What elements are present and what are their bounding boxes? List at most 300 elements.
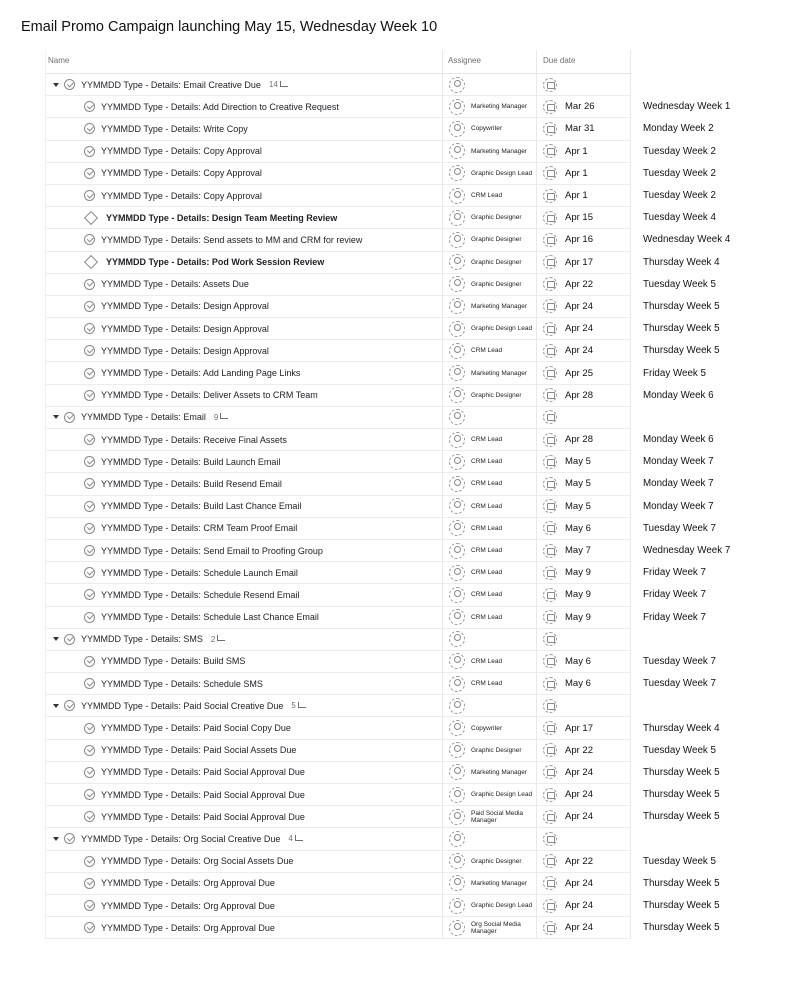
due-date-cell[interactable]	[538, 362, 631, 383]
task-name-cell[interactable]	[46, 806, 442, 827]
calendar-icon[interactable]	[543, 899, 557, 913]
task-row[interactable]	[46, 873, 720, 895]
avatar-placeholder-icon[interactable]	[449, 409, 465, 425]
task-name-cell[interactable]	[46, 451, 442, 472]
avatar-placeholder-icon[interactable]	[449, 454, 465, 470]
due-date-cell[interactable]	[538, 651, 631, 672]
calendar-icon[interactable]	[543, 743, 557, 757]
calendar-icon[interactable]	[543, 499, 557, 513]
task-name[interactable]: YYMMDD Type - Details: Build Resend Email	[101, 478, 282, 489]
avatar-placeholder-icon[interactable]	[449, 498, 465, 514]
complete-check-icon[interactable]	[84, 101, 95, 112]
calendar-icon[interactable]	[543, 78, 557, 92]
calendar-icon[interactable]	[543, 588, 557, 602]
avatar-placeholder-icon[interactable]	[449, 365, 465, 381]
calendar-icon[interactable]	[543, 410, 557, 424]
task-row[interactable]	[46, 673, 716, 695]
task-name[interactable]: YYMMDD Type - Details: Org Social Creative Due	[81, 833, 281, 844]
calendar-icon[interactable]	[543, 189, 557, 203]
assignee-cell[interactable]	[444, 784, 536, 805]
due-date-cell[interactable]	[538, 163, 631, 184]
avatar-placeholder-icon[interactable]	[449, 276, 465, 292]
task-name-cell[interactable]	[46, 695, 442, 716]
task-name[interactable]: YYMMDD Type - Details: Build Last Chance Email	[101, 501, 302, 512]
assignee-cell[interactable]	[444, 851, 536, 872]
task-row[interactable]	[46, 163, 716, 185]
calendar-icon[interactable]	[543, 521, 557, 535]
task-name[interactable]: YYMMDD Type - Details: Org Approval Due	[101, 922, 275, 933]
task-row[interactable]	[46, 318, 720, 340]
due-date-cell[interactable]	[538, 917, 631, 938]
assignee-cell[interactable]	[444, 806, 536, 827]
task-name[interactable]: YYMMDD Type - Details: Add Landing Page Links	[101, 368, 301, 379]
task-name-cell[interactable]	[46, 518, 442, 539]
task-name[interactable]: YYMMDD Type - Details: Org Social Assets Due	[101, 856, 294, 867]
calendar-icon[interactable]	[543, 677, 557, 691]
task-row[interactable]	[46, 252, 720, 274]
complete-check-icon[interactable]	[64, 700, 75, 711]
avatar-placeholder-icon[interactable]	[449, 298, 465, 314]
task-name[interactable]: YYMMDD Type - Details: Receive Final Assets	[101, 434, 287, 445]
complete-check-icon[interactable]	[84, 656, 95, 667]
task-row[interactable]	[46, 207, 716, 229]
avatar-placeholder-icon[interactable]	[449, 698, 465, 714]
assignee-cell[interactable]	[444, 607, 536, 628]
avatar-placeholder-icon[interactable]	[449, 853, 465, 869]
due-date-cell[interactable]	[538, 873, 631, 894]
complete-check-icon[interactable]	[84, 567, 95, 578]
task-name[interactable]: YYMMDD Type - Details: Paid Social Copy Due	[101, 723, 291, 734]
task-row[interactable]	[46, 584, 706, 606]
complete-check-icon[interactable]	[84, 523, 95, 534]
task-name-cell[interactable]	[46, 851, 442, 872]
avatar-placeholder-icon[interactable]	[449, 543, 465, 559]
assignee-cell[interactable]	[444, 717, 536, 738]
task-name[interactable]: YYMMDD Type - Details: Write Copy	[101, 123, 248, 134]
due-date-cell[interactable]	[538, 740, 631, 761]
calendar-icon[interactable]	[543, 832, 557, 846]
due-date-cell[interactable]	[538, 340, 631, 361]
calendar-icon[interactable]	[543, 544, 557, 558]
subtask-count[interactable]	[269, 80, 288, 89]
assignee-cell[interactable]	[444, 518, 536, 539]
assignee-cell[interactable]	[444, 584, 536, 605]
assignee-cell[interactable]	[444, 407, 536, 428]
task-name-cell[interactable]	[46, 740, 442, 761]
calendar-icon[interactable]	[543, 788, 557, 802]
complete-check-icon[interactable]	[64, 833, 75, 844]
complete-check-icon[interactable]	[84, 123, 95, 134]
due-date-cell[interactable]	[538, 607, 631, 628]
complete-check-icon[interactable]	[84, 478, 95, 489]
subtask-count[interactable]	[291, 701, 305, 710]
subtask-count[interactable]	[214, 413, 228, 422]
assignee-cell[interactable]	[444, 451, 536, 472]
milestone-diamond-icon[interactable]	[84, 211, 98, 225]
calendar-icon[interactable]	[543, 876, 557, 890]
calendar-icon[interactable]	[543, 255, 557, 269]
avatar-placeholder-icon[interactable]	[449, 653, 465, 669]
avatar-placeholder-icon[interactable]	[449, 631, 465, 647]
avatar-placeholder-icon[interactable]	[449, 609, 465, 625]
assignee-cell[interactable]	[444, 229, 536, 250]
section-row[interactable]	[46, 695, 631, 717]
task-name[interactable]: YYMMDD Type - Details: Email	[81, 412, 206, 423]
task-name[interactable]: YYMMDD Type - Details: Design Approval	[101, 301, 269, 312]
assignee-cell[interactable]	[444, 340, 536, 361]
task-row[interactable]	[46, 518, 716, 540]
task-row[interactable]	[46, 362, 706, 384]
task-name[interactable]: YYMMDD Type - Details: Paid Social Approval Due	[101, 789, 305, 800]
calendar-icon[interactable]	[543, 166, 557, 180]
task-name[interactable]: YYMMDD Type - Details: Send assets to MM and CRM for review	[101, 234, 363, 245]
task-row[interactable]	[46, 385, 714, 407]
task-name-cell[interactable]	[46, 274, 442, 295]
assignee-cell[interactable]	[444, 385, 536, 406]
task-name[interactable]: YYMMDD Type - Details: Schedule SMS	[101, 678, 263, 689]
task-row[interactable]	[46, 651, 716, 673]
task-name[interactable]: YYMMDD Type - Details: Schedule Launch Email	[101, 567, 298, 578]
due-date-cell[interactable]	[538, 207, 631, 228]
due-date-cell[interactable]	[538, 274, 631, 295]
task-name[interactable]: YYMMDD Type - Details: Copy Approval	[101, 168, 262, 179]
calendar-icon[interactable]	[543, 366, 557, 380]
task-row[interactable]	[46, 917, 720, 939]
avatar-placeholder-icon[interactable]	[449, 387, 465, 403]
task-row[interactable]	[46, 540, 731, 562]
calendar-icon[interactable]	[543, 632, 557, 646]
task-name-cell[interactable]	[46, 607, 442, 628]
assignee-cell[interactable]	[444, 695, 536, 716]
complete-check-icon[interactable]	[84, 279, 95, 290]
calendar-icon[interactable]	[543, 854, 557, 868]
task-name-cell[interactable]	[46, 540, 442, 561]
task-name-cell[interactable]	[46, 762, 442, 783]
complete-check-icon[interactable]	[84, 345, 95, 356]
caret-down-icon[interactable]	[53, 415, 59, 419]
calendar-icon[interactable]	[543, 122, 557, 136]
calendar-icon[interactable]	[543, 654, 557, 668]
task-row[interactable]	[46, 740, 716, 762]
task-row[interactable]	[46, 851, 716, 873]
task-name-cell[interactable]	[46, 562, 442, 583]
assignee-cell[interactable]	[444, 141, 536, 162]
due-date-cell[interactable]	[538, 629, 631, 650]
avatar-placeholder-icon[interactable]	[449, 898, 465, 914]
task-row[interactable]	[46, 274, 716, 296]
task-name[interactable]: YYMMDD Type - Details: Send Email to Proofing Group	[101, 545, 323, 556]
assignee-cell[interactable]	[444, 673, 536, 694]
complete-check-icon[interactable]	[84, 878, 95, 889]
task-row[interactable]	[46, 717, 720, 739]
task-name[interactable]: YYMMDD Type - Details: Copy Approval	[101, 190, 262, 201]
due-date-cell[interactable]	[538, 318, 631, 339]
task-row[interactable]	[46, 185, 716, 207]
task-name-cell[interactable]	[46, 74, 442, 95]
avatar-placeholder-icon[interactable]	[449, 254, 465, 270]
due-date-cell[interactable]	[538, 185, 631, 206]
complete-check-icon[interactable]	[84, 146, 95, 157]
task-name-cell[interactable]	[46, 385, 442, 406]
calendar-icon[interactable]	[543, 233, 557, 247]
assignee-cell[interactable]	[444, 651, 536, 672]
avatar-placeholder-icon[interactable]	[449, 676, 465, 692]
task-name[interactable]: YYMMDD Type - Details: Assets Due	[101, 279, 249, 290]
calendar-icon[interactable]	[543, 699, 557, 713]
assignee-cell[interactable]	[444, 496, 536, 517]
due-date-cell[interactable]	[538, 229, 631, 250]
task-row[interactable]	[46, 473, 714, 495]
task-name-cell[interactable]	[46, 895, 442, 916]
task-name-cell[interactable]	[46, 584, 442, 605]
avatar-placeholder-icon[interactable]	[449, 121, 465, 137]
task-name[interactable]: YYMMDD Type - Details: Org Approval Due	[101, 878, 275, 889]
calendar-icon[interactable]	[543, 433, 557, 447]
task-name-cell[interactable]	[46, 429, 442, 450]
task-row[interactable]	[46, 296, 720, 318]
task-name[interactable]: YYMMDD Type - Details: Paid Social Approval Due	[101, 811, 305, 822]
assignee-cell[interactable]	[444, 873, 536, 894]
task-row[interactable]	[46, 451, 714, 473]
task-name-cell[interactable]	[46, 828, 442, 849]
complete-check-icon[interactable]	[64, 79, 75, 90]
avatar-placeholder-icon[interactable]	[449, 520, 465, 536]
task-name-cell[interactable]	[46, 651, 442, 672]
task-name-cell[interactable]	[46, 784, 442, 805]
avatar-placeholder-icon[interactable]	[449, 787, 465, 803]
due-date-cell[interactable]	[538, 496, 631, 517]
task-name[interactable]: YYMMDD Type - Details: Pod Work Session Review	[106, 257, 325, 268]
avatar-placeholder-icon[interactable]	[449, 587, 465, 603]
assignee-cell[interactable]	[444, 296, 536, 317]
task-name[interactable]: YYMMDD Type - Details: Design Team Meeting Review	[106, 212, 338, 223]
calendar-icon[interactable]	[543, 610, 557, 624]
due-date-cell[interactable]	[538, 451, 631, 472]
due-date-cell[interactable]	[538, 584, 631, 605]
due-date-cell[interactable]	[538, 252, 631, 273]
avatar-placeholder-icon[interactable]	[449, 764, 465, 780]
due-date-cell[interactable]	[538, 407, 631, 428]
task-name[interactable]: YYMMDD Type - Details: Paid Social Approval Due	[101, 767, 305, 778]
task-name[interactable]: YYMMDD Type - Details: SMS	[81, 634, 203, 645]
assignee-cell[interactable]	[444, 473, 536, 494]
calendar-icon[interactable]	[543, 144, 557, 158]
task-name[interactable]: YYMMDD Type - Details: Design Approval	[101, 323, 269, 334]
calendar-icon[interactable]	[543, 211, 557, 225]
calendar-icon[interactable]	[543, 765, 557, 779]
calendar-icon[interactable]	[543, 100, 557, 114]
due-date-cell[interactable]	[538, 141, 631, 162]
assignee-cell[interactable]	[444, 562, 536, 583]
task-name-cell[interactable]	[46, 296, 442, 317]
task-row[interactable]	[46, 562, 706, 584]
assignee-cell[interactable]	[444, 185, 536, 206]
complete-check-icon[interactable]	[84, 168, 95, 179]
assignee-cell[interactable]	[444, 318, 536, 339]
caret-down-icon[interactable]	[53, 704, 59, 708]
task-row[interactable]	[46, 118, 714, 140]
complete-check-icon[interactable]	[84, 589, 95, 600]
avatar-placeholder-icon[interactable]	[449, 77, 465, 93]
task-name[interactable]: YYMMDD Type - Details: Paid Social Assets Due	[101, 745, 297, 756]
complete-check-icon[interactable]	[84, 612, 95, 623]
due-date-cell[interactable]	[538, 673, 631, 694]
complete-check-icon[interactable]	[84, 678, 95, 689]
assignee-cell[interactable]	[444, 740, 536, 761]
complete-check-icon[interactable]	[84, 767, 95, 778]
task-name-cell[interactable]	[46, 340, 442, 361]
subtask-count[interactable]	[288, 834, 302, 843]
due-date-cell[interactable]	[538, 562, 631, 583]
task-row[interactable]	[46, 229, 731, 251]
column-header-due-date[interactable]: Due date	[543, 56, 576, 65]
assignee-cell[interactable]	[444, 828, 536, 849]
task-name[interactable]: YYMMDD Type - Details: Add Direction to Creative Request	[101, 101, 339, 112]
task-row[interactable]	[46, 784, 720, 806]
assignee-cell[interactable]	[444, 629, 536, 650]
complete-check-icon[interactable]	[84, 234, 95, 245]
task-name[interactable]: YYMMDD Type - Details: Paid Social Creative Due	[81, 700, 284, 711]
complete-check-icon[interactable]	[84, 723, 95, 734]
task-name-cell[interactable]	[46, 163, 442, 184]
avatar-placeholder-icon[interactable]	[449, 343, 465, 359]
task-name-cell[interactable]	[46, 362, 442, 383]
complete-check-icon[interactable]	[84, 789, 95, 800]
task-name[interactable]: YYMMDD Type - Details: Schedule Resend Email	[101, 589, 300, 600]
task-name-cell[interactable]	[46, 873, 442, 894]
task-name-cell[interactable]	[46, 673, 442, 694]
due-date-cell[interactable]	[538, 429, 631, 450]
task-name-cell[interactable]	[46, 496, 442, 517]
task-name-cell[interactable]	[46, 917, 442, 938]
task-name[interactable]: YYMMDD Type - Details: Build Launch Email	[101, 456, 281, 467]
calendar-icon[interactable]	[543, 388, 557, 402]
complete-check-icon[interactable]	[84, 323, 95, 334]
assignee-cell[interactable]	[444, 540, 536, 561]
task-name[interactable]: YYMMDD Type - Details: Org Approval Due	[101, 900, 275, 911]
avatar-placeholder-icon[interactable]	[449, 742, 465, 758]
avatar-placeholder-icon[interactable]	[449, 831, 465, 847]
complete-check-icon[interactable]	[84, 545, 95, 556]
due-date-cell[interactable]	[538, 296, 631, 317]
task-row[interactable]	[46, 96, 731, 118]
due-date-cell[interactable]	[538, 118, 631, 139]
assignee-cell[interactable]	[444, 74, 536, 95]
avatar-placeholder-icon[interactable]	[449, 143, 465, 159]
avatar-placeholder-icon[interactable]	[449, 99, 465, 115]
complete-check-icon[interactable]	[84, 390, 95, 401]
task-name-cell[interactable]	[46, 185, 442, 206]
task-name-cell[interactable]	[46, 629, 442, 650]
subtask-count[interactable]	[211, 635, 225, 644]
avatar-placeholder-icon[interactable]	[449, 321, 465, 337]
calendar-icon[interactable]	[543, 921, 557, 935]
due-date-cell[interactable]	[538, 828, 631, 849]
task-name[interactable]: YYMMDD Type - Details: Deliver Assets to CRM Team	[101, 390, 318, 401]
calendar-icon[interactable]	[543, 566, 557, 580]
calendar-icon[interactable]	[543, 721, 557, 735]
due-date-cell[interactable]	[538, 473, 631, 494]
avatar-placeholder-icon[interactable]	[449, 432, 465, 448]
assignee-cell[interactable]	[444, 429, 536, 450]
due-date-cell[interactable]	[538, 695, 631, 716]
avatar-placeholder-icon[interactable]	[449, 476, 465, 492]
section-row[interactable]	[46, 828, 631, 850]
task-name-cell[interactable]	[46, 318, 442, 339]
column-header-assignee[interactable]: Assignee	[448, 56, 481, 65]
column-header-name[interactable]: Name	[48, 56, 70, 65]
complete-check-icon[interactable]	[84, 301, 95, 312]
due-date-cell[interactable]	[538, 784, 631, 805]
task-row[interactable]	[46, 340, 720, 362]
complete-check-icon[interactable]	[84, 434, 95, 445]
calendar-icon[interactable]	[543, 344, 557, 358]
task-name-cell[interactable]	[46, 252, 442, 273]
due-date-cell[interactable]	[538, 851, 631, 872]
avatar-placeholder-icon[interactable]	[449, 720, 465, 736]
section-row[interactable]	[46, 407, 631, 429]
task-name[interactable]: YYMMDD Type - Details: Design Approval	[101, 345, 269, 356]
due-date-cell[interactable]	[538, 385, 631, 406]
task-row[interactable]	[46, 895, 720, 917]
task-row[interactable]	[46, 496, 714, 518]
task-name-cell[interactable]	[46, 207, 442, 228]
task-name-cell[interactable]	[46, 473, 442, 494]
due-date-cell[interactable]	[538, 96, 631, 117]
assignee-cell[interactable]	[444, 118, 536, 139]
task-row[interactable]	[46, 762, 720, 784]
task-row[interactable]	[46, 141, 716, 163]
calendar-icon[interactable]	[543, 810, 557, 824]
due-date-cell[interactable]	[538, 762, 631, 783]
complete-check-icon[interactable]	[64, 412, 75, 423]
task-row[interactable]	[46, 429, 714, 451]
assignee-cell[interactable]	[444, 252, 536, 273]
task-name[interactable]: YYMMDD Type - Details: CRM Team Proof Email	[101, 523, 298, 534]
avatar-placeholder-icon[interactable]	[449, 232, 465, 248]
calendar-icon[interactable]	[543, 455, 557, 469]
complete-check-icon[interactable]	[84, 745, 95, 756]
task-name[interactable]: YYMMDD Type - Details: Copy Approval	[101, 146, 262, 157]
caret-down-icon[interactable]	[53, 83, 59, 87]
caret-down-icon[interactable]	[53, 637, 59, 641]
task-name[interactable]: YYMMDD Type - Details: Build SMS	[101, 656, 246, 667]
calendar-icon[interactable]	[543, 322, 557, 336]
complete-check-icon[interactable]	[84, 811, 95, 822]
section-row[interactable]	[46, 629, 631, 651]
due-date-cell[interactable]	[538, 717, 631, 738]
assignee-cell[interactable]	[444, 96, 536, 117]
complete-check-icon[interactable]	[84, 922, 95, 933]
calendar-icon[interactable]	[543, 277, 557, 291]
complete-check-icon[interactable]	[84, 456, 95, 467]
complete-check-icon[interactable]	[84, 190, 95, 201]
due-date-cell[interactable]	[538, 540, 631, 561]
calendar-icon[interactable]	[543, 477, 557, 491]
calendar-icon[interactable]	[543, 299, 557, 313]
avatar-placeholder-icon[interactable]	[449, 210, 465, 226]
assignee-cell[interactable]	[444, 163, 536, 184]
avatar-placeholder-icon[interactable]	[449, 165, 465, 181]
task-name-cell[interactable]	[46, 229, 442, 250]
task-name[interactable]: YYMMDD Type - Details: Schedule Last Chance Email	[101, 612, 319, 623]
avatar-placeholder-icon[interactable]	[449, 809, 465, 825]
avatar-placeholder-icon[interactable]	[449, 565, 465, 581]
avatar-placeholder-icon[interactable]	[449, 188, 465, 204]
assignee-cell[interactable]	[444, 274, 536, 295]
task-name-cell[interactable]	[46, 717, 442, 738]
due-date-cell[interactable]	[538, 74, 631, 95]
